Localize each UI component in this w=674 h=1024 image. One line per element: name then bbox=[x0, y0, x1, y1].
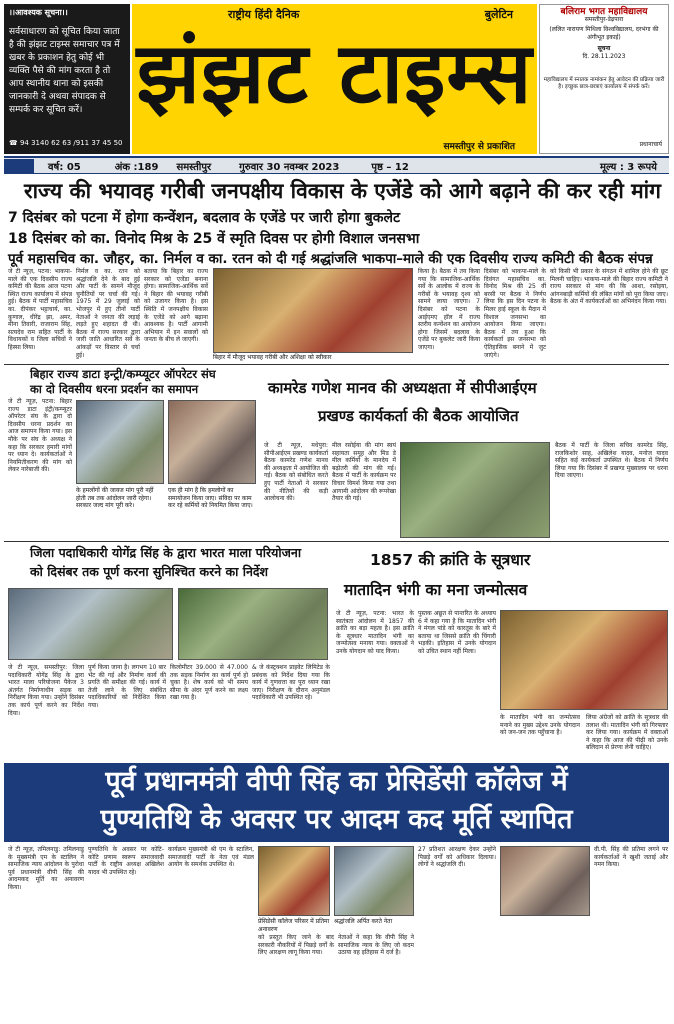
ad-place: समस्तीपुर-डेढ़पारा bbox=[584, 16, 624, 23]
strike-photo-1 bbox=[76, 400, 164, 484]
divider bbox=[4, 364, 669, 365]
strike-caption-2: एक ही मांग है कि हमलोगों का समायोजन किया जाए। संविदा पर काम कर रहे कर्मियों को नियमित किया जाए। bbox=[168, 487, 253, 509]
martyr-photo bbox=[500, 610, 668, 710]
cpi-headline-2: प्रखण्ड कार्यकर्ता की बैठक आयोजित bbox=[318, 407, 519, 425]
road-headline-2: को दिसंबर तक पूर्ण करना सुनिश्चित करने का निर्देश bbox=[30, 564, 269, 579]
road-photo-1 bbox=[8, 588, 173, 660]
vp-caption-2: श्रद्धांजलि अर्पित करते नेता bbox=[334, 918, 393, 925]
martyr-caption: के मातादिन भंगी का जन्मोत्सव मनाने का मुख्य उद्देश्य उनके योगदान को जन-जन तक पहुँचाना है। bbox=[500, 714, 580, 737]
notice-heading: ।।आवश्यक सूचना।। bbox=[9, 8, 68, 17]
martyr-headline-2: मातादिन भंगी का मना जन्मोत्सव bbox=[344, 581, 528, 599]
martyr-col-1: जे टी न्यूज़, पटना: भारत के स्वतंत्रता आंदोलन में 1857 की क्रांति का बड़ा महत्व है। इस क्रांति के सूत्रधार मातादिन भंगी का जन्मोत्सव मनाया गया। वक्ताओं ने उनके योगदान को याद किया। bbox=[336, 610, 414, 655]
banner-line-1: पूर्व प्रधानमंत्री वीपी सिंह का प्रेसिडेंसी कॉलेज में bbox=[105, 766, 568, 797]
ad-college-name: बलिराम भगत महाविद्यालय bbox=[560, 7, 648, 17]
info-year: वर्ष: 05 bbox=[48, 161, 81, 173]
road-headline-1: जिला पदाधिकारी योगेंद्र सिंह के द्वारा भारत माला परियोजना bbox=[30, 545, 302, 560]
college-ad bbox=[539, 4, 669, 154]
vp-col-4: को प्रस्तुत किए जाने के बाद सरकारी नौकरियों में पिछड़े वर्गों के लिए आरक्षण लागू किया गया। bbox=[258, 934, 334, 957]
cpi-photo bbox=[400, 442, 550, 538]
lead-photo-caption: बिहार में मौजूद भयावह गरीबी और अशिक्षा को स्वीकार bbox=[213, 354, 332, 361]
vp-col-1: जे टी न्यूज़, तमिलनाडु: तमिलनाडु के मुख्यमंत्री एम के स्टालिन ने सामाजिक न्याय आंदोलन के पुरोधा पूर्व प्रधानमंत्री वीपी सिंह की आदमकद मूर्ति का अनावरण किया। bbox=[8, 846, 84, 891]
vp-col-2: पुण्यतिथि के अवसर पर कोटि-कोटि प्रणाम स्वरूप समाजवादी पार्टी के राष्ट्रीय अध्यक्ष अखिलेश यादव भी उपस्थित रहे। bbox=[88, 846, 164, 876]
cpi-col-2: मील रसोईया की मांग स्वयं सहायता समूह और मिड डे मील कर्मियों के मानदेय में बढ़ोतरी की मांग की गई। बैठक में पार्टी के कार्यक्रम पर विचार विमर्श किया गया तथा आगामी आंदोलन की रूपरेखा तैयार की गई। bbox=[332, 442, 396, 503]
lead-col-2: निर्मल व का. रतन को श्रद्धांजलि देने के बाद हुई और पार्टी के सामने मौजूद चुनौतियों पर चर्चा की गई। 1975 में 29 जुलाई को भोजपुर में हुए तीनों पार्टी नेताओं ने जनता की लड़ाई लड़ते हुए शहादत दी थी। बैठक में राज्य सरकार द्वारा जारी जाति आधारित सर्वे के आंकड़ों पर विस्तार से चर्चा हुई। bbox=[76, 268, 140, 359]
info-issue: अंक :189 bbox=[114, 161, 159, 173]
ad-notice-label: सूचना bbox=[597, 45, 611, 52]
cpi-col-3: बैठक में पार्टी के जिला सचिव कामरेड सिंह, राजकिशोर साह, अखिलेश यादव, मनोज यादव सहित कई कार्यकर्ता उपस्थित थे। बैठक में निर्णय लिया गया कि दिसंबर में प्रखण्ड मुख्यालय पर धरना दिया जाएगा। bbox=[555, 442, 668, 480]
vp-singh-banner bbox=[4, 763, 669, 842]
ad-date: दि. 28.11.2023 bbox=[582, 53, 626, 60]
lead-col-6: को किसी भी प्रकार के संगठन में शामिल होने की छूट मिलनी चाहिए। भाकपा-माले की बिहार राज्य कमिटी ने राज्य सरकार से मांग की कि आशा, रसोइया, आंगनबाड़ी कर्मियों की लंबित मांगों को पूरा किया जाए। बैठक के अंत में कार्यकर्ताओं का अभिनंदन किया गया। bbox=[550, 268, 668, 306]
info-bar-marker bbox=[4, 159, 34, 173]
info-city: समस्तीपुर bbox=[176, 161, 212, 173]
masthead-tagline: राष्ट्रीय हिंदी दैनिक bbox=[228, 8, 300, 21]
vp-col-5: नेताओं ने कहा कि वीपी सिंह ने सामाजिक न्याय के लिए जो कदम उठाया वह इतिहास में दर्ज है। bbox=[338, 934, 414, 957]
vp-col-3: कार्यक्रम मुख्यमंत्री श्री एम के स्टालिन, समाजवादी पार्टी के नेता एवं मंडल आयोग के समर्थक उपस्थित थे। bbox=[168, 846, 254, 869]
strike-headline-1: बिहार राज्य डाटा इन्ट्री/कम्प्यूटर ऑपरेटर संघ bbox=[30, 367, 216, 381]
lead-headline: राज्य की भयावह गरीबी जनपक्षीय विकास के एजेंडे को आगे बढ़ाने की कर रही मांग bbox=[24, 179, 661, 203]
lead-col-4: किया है। बैठक में तय किया गया कि सामाजिक-आर्थिक सर्वे के आलोक में राज्य के गरीबों के भयावह दृश्य को सामने लाया जाएगा। 7 दिसंबर को पटना के आईएमए हॉल में राज्य स्तरीय कन्वेंशन का आयोजन होगा जिसमें बदलाव के एजेंडे पर बुकलेट जारी किया जाएगा। bbox=[418, 268, 480, 351]
road-col-1: जे टी न्यूज़, समस्तीपुर: जिला पदाधिकारी योगेंद्र सिंह के द्वारा भारत माला परियोजना पैकेज 3 अंतर्गत निर्माणाधीन सड़क का निरीक्षण किया गया। उन्होंने दिसंबर तक कार्य पूर्ण करने का निर्देश दिया। bbox=[8, 664, 84, 717]
vp-photo-1 bbox=[258, 846, 330, 916]
ad-affiliation: (ललित नारायण मिथिला विश्वविद्यालय, दरभंगा की अंगीभूत इकाई) bbox=[549, 26, 659, 41]
strike-photo-2 bbox=[168, 400, 256, 484]
masthead-bulletin: बुलेटिन bbox=[484, 8, 513, 21]
road-col-2: पूर्ण किया जाना है। लगभग 10 बार भेंट की गई और निर्माण कार्य की प्रगति की समीक्षा की गई। कार्य में तेजी लाने के लिए संबंधित पदाधिकारियों को निर्देशित किया गया। bbox=[88, 664, 166, 709]
strike-caption-1: के हमलोंगों की जायज मांग पूरी नहीं होती तब तक आंदोलन जारी रहेगा। सरकार जल्द मांग पूरी करे। bbox=[76, 487, 154, 509]
info-date: गुरुवार 30 नवम्बर 2023 bbox=[239, 161, 340, 173]
martyr-headline-1: 1857 की क्रांति के सूत्रधार bbox=[370, 551, 531, 569]
notice-box bbox=[4, 4, 130, 154]
vp-photo-3 bbox=[500, 846, 590, 916]
vp-col-7: वी.पी. सिंह की प्रतिमा लगने पर कार्यकर्ताओं ने खुशी जताई और नमन किया। bbox=[594, 846, 668, 869]
lead-photo bbox=[213, 268, 413, 353]
lead-col-1: जे टी न्यूज़, पटना: भाकपा-माले की एक दिवसीय राज्य कमिटी की बैठक आज पटना स्थित राज्य कार्यालय में संपन्न हुई। बैठक में पार्टी महासचिव का. दीपंकर भट्टाचार्य, का. कुणाल, धीरेंद्र झा, अमर, मीना तिवारी, राजाराम सिंह, सत्यदेव राम सहित पार्टी के विधायकों व जिला सचिवों ने हिस्सा लिया। bbox=[8, 268, 72, 351]
martyr-col-3: लिया अंग्रेजों को क्रांति के सूत्रधार की तलाश थी। मातादिन भंगी को गिरफ्तार कर लिया गया। कार्यक्रम में वक्ताओं ने कहा कि आज की पीढ़ी को उनके बलिदान से प्रेरणा लेनी चाहिए। bbox=[586, 714, 668, 752]
divider bbox=[4, 541, 669, 542]
info-pages: पृष्ठ – 12 bbox=[371, 161, 409, 173]
published-from: समस्तीपुर से प्रकाशित bbox=[443, 142, 515, 152]
cpi-headline-1: कामरेड गणेश मानव की अध्यक्षता में सीपीआईएम bbox=[268, 379, 537, 397]
vp-caption-1: प्रेसिडेंसी कॉलेज परिसर में प्रतिमा अनावरण bbox=[258, 918, 330, 933]
lead-col-5: दिसंबर को भाकपा-माले के दिवंगत महासचिव का. विनोद मिश्र की 25 वीं बरसी पर बैठक ने निर्णय लिया कि इस दिन पटना के मिलर हाई स्कूल के मैदान में विशाल जनसभा का आयोजन किया जाएगा। बैठक में तय हुआ कि कार्यकर्ता इस जनसभा को ऐतिहासिक बनाने में जुट जाएंगे। bbox=[484, 268, 546, 359]
info-price: मूल्य : 3 रूपये bbox=[599, 161, 657, 173]
lead-subhead-1: 7 दिसंबर को पटना में होगा कन्वेंशन, बदलाव के एजेंडे पर जारी होगा बुकलेट bbox=[8, 210, 401, 226]
issue-info-bar bbox=[4, 156, 669, 174]
notice-contact: ☎ 94 3140 62 63 /911 37 45 50 bbox=[9, 139, 123, 147]
road-photo-2 bbox=[178, 588, 328, 660]
cpi-col-1: जे टी न्यूज़, मधेपुरा: सीपीआईएम प्रखण्ड कार्यकर्ता बैठक कामरेड गणेश मानव की अध्यक्षता में आयोजित की गई। बैठक को संबोधित करते हुए पार्टी नेताओं ने सरकार की नीतियों की कड़ी आलोचना की। bbox=[264, 442, 328, 503]
lead-col-3: बताया कि बिहार का राज्य सरकार को एजेंडा बनाना होगा। सामाजिक-आर्थिक सर्वे ने बिहार की भयावह गरीबी को उजागर किया है। इस स्थिति में जनपक्षीय विकास के एजेंडे को आगे बढ़ाना आवश्यक है। पार्टी आगामी अभियान में इन सवालों को जनता के बीच ले जाएगी। bbox=[144, 268, 208, 344]
ad-body: महाविद्यालय में स्नातक नामांकन हेतु आवेदन की प्रक्रिया जारी है। इच्छुक छात्र-छात्राएं कार्यालय में संपर्क करें। bbox=[543, 77, 665, 90]
lead-subhead-3: पूर्व महासचिव का. जौहर, का. निर्मल व का. रतन को दी गई श्रद्धांजलि भाकपा–माले की एक दिवसीय राज्य कमिटी की बैठक संपन्न bbox=[8, 251, 653, 267]
road-col-4: & जे कंस्ट्रक्शन प्राइवेट लिमिटेड के प्रबंधक को निर्देश दिया गया कि कार्य में गुणवत्ता का पूरा ध्यान रखा जाए। निरीक्षण के दौरान अनुमंडल पदाधिकारी भी उपस्थित रहे। bbox=[252, 664, 330, 702]
newspaper-title: झंझट टाइम्स bbox=[136, 24, 533, 122]
martyr-col-2: पुस्तक अछूत से पान्तरित के अध्याय 6 में कहा गया है कि मातादिन भंगी ने मंगल पांडे को कारतूस के बारे में बताया था जिससे क्रांति की चिंगारी भड़की। इतिहास में उनके योगदान को उचित स्थान नहीं मिला। bbox=[418, 610, 496, 655]
vp-photo-2 bbox=[334, 846, 414, 916]
ad-signature: प्रधानाचार्य bbox=[639, 141, 662, 148]
road-col-3: किलोमीटर 39.000 से 47.000 तक सड़क निर्माण का कार्य पूर्ण हो चुका है। शेष कार्य को भी समय सीमा के अंदर पूर्ण करने का लक्ष्य रखा गया है। bbox=[170, 664, 248, 702]
vp-col-6: 27 प्रतिशत आरक्षण देकर उन्होंने पिछड़े वर्गों को अधिकार दिलाया। लोगों ने श्रद्धांजलि दी। bbox=[418, 846, 496, 869]
lead-subhead-2: 18 दिसंबर को का. विनोद मिश्र के 25 वें स्मृति दिवस पर होगी विशाल जनसभा bbox=[8, 231, 420, 247]
masthead bbox=[132, 4, 537, 154]
strike-headline-2: का दो दिवसीय धरना प्रदर्शन का समापन bbox=[30, 382, 199, 396]
strike-text: जे टी न्यूज़, पटना: बिहार राज्य डाटा इंट्री/कम्प्यूटर ऑपरेटर संघ के द्वारा दो दिवसीय धरना प्रदर्शन का आज समापन किया गया। इस मौके पर संघ के अध्यक्ष ने कहा कि सरकार हमारी मांगों पर ध्यान दे। कार्यकर्ताओं ने नियमितीकरण की मांग को लेकर नारेबाजी की। bbox=[8, 398, 72, 474]
banner-line-2: पुण्यतिथि के अवसर पर आदम कद मूर्ति स्थापित bbox=[100, 804, 573, 835]
notice-text: सर्वसाधारण को सूचित किया जाता है की झंझट टाइम्स समाचार पत्र में खबर के प्रकाशन हेतु कोई भी व्यक्ति पैसे की मांग करता है तो आप स्थानीय थाना को इसकी जानकारी दे अथवा संपादक से सम्पर्क कर सूचित करें। bbox=[9, 27, 120, 115]
